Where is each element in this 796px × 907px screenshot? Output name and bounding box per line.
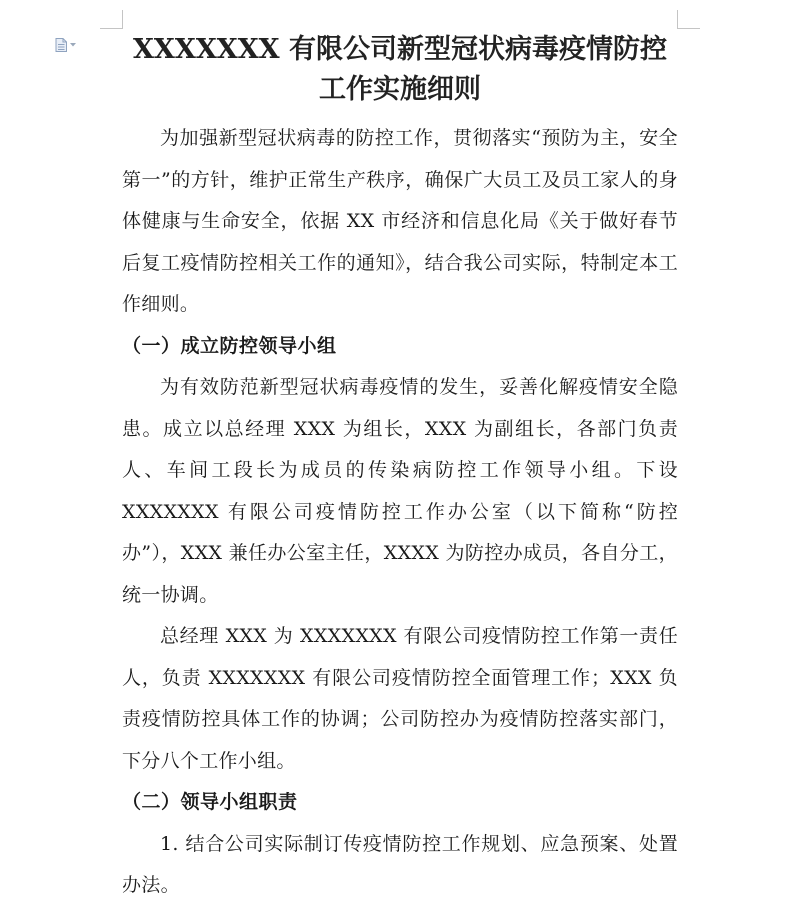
document-menu-button[interactable] [55, 38, 81, 52]
document-title: XXXXXXX 有限公司新型冠状病毒疫情防控工作实施细则 [132, 34, 668, 105]
section1-paragraph-1: 为有效防范新型冠状病毒疫情的发生，妥善化解疫情安全隐患。成立以总经理 XXX 为组长，XXX 为副组长，各部门负责人、车间工段长为成员的传染病防控工作领导小组。下设 XXXXXXX 有限公司疫情防控工作办公室（以下简称“防控办”），XXX 兼任办公室主任，XXXX 为防控办成员，各自分工，统一协调。 [122, 376, 678, 606]
chevron-down-icon [70, 43, 76, 47]
crop-mark-top-left [100, 10, 123, 29]
document-body [122, 30, 678, 907]
intro-paragraph: 为加强新型冠状病毒的防控工作，贯彻落实“预防为主，安全第一”的方针，维护正常生产秩序，确保广大员工及员工家人的身体健康与生命安全，依据 XX 市经济和信息化局《关于做好春节后复工疫情防控相关工作的通知》，结合我公司实际，特制定本工作细则。 [122, 127, 678, 315]
section1-paragraph-2: 总经理 XXX 为 XXXXXXX 有限公司疫情防控工作第一责任人，负责 XXXXXXX 有限公司疫情防控全面管理工作；XXX 负责疫情防控具体工作的协调；公司防控办为疫情防控落实部门，下分八个工作小组。 [122, 625, 678, 772]
section-heading-2: （二）领导小组职责 [122, 791, 298, 813]
document-icon [55, 38, 67, 52]
section2-item-1: 1. 结合公司实际制订传疫情防控工作规划、应急预案、处置办法。 [122, 832, 678, 896]
section-heading-1: （一）成立防控领导小组 [122, 334, 337, 357]
crop-mark-top-right [677, 10, 700, 29]
